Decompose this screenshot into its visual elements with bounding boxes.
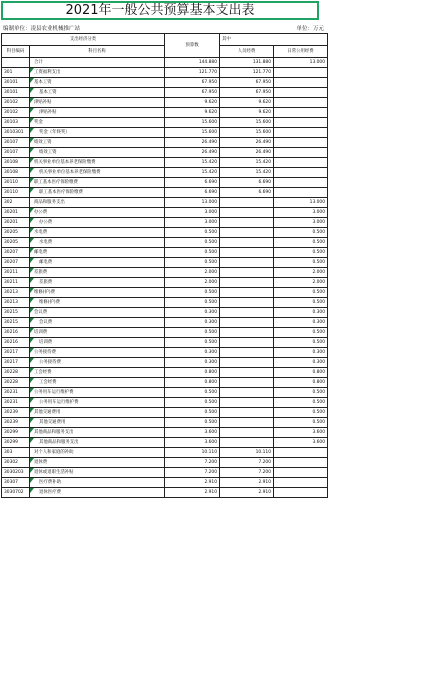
cell-name: 商品和服务支出 xyxy=(30,198,165,208)
cell-name: 合计 xyxy=(30,58,165,68)
cell-public: 0.500 xyxy=(274,258,328,268)
cell-personnel: 10.110 xyxy=(220,448,274,458)
cell-budget: 0.500 xyxy=(165,388,220,398)
cell-personnel xyxy=(220,418,274,428)
cell-public xyxy=(274,468,328,478)
cell-public xyxy=(274,68,328,78)
cell-public: 0.500 xyxy=(274,408,328,418)
cell-code: 30217 xyxy=(2,358,30,368)
cell-code: 30101 xyxy=(2,78,30,88)
cell-code: 3010301 xyxy=(2,128,30,138)
cell-public: 0.500 xyxy=(274,228,328,238)
cell-name: 公务用车运行维护费 xyxy=(30,388,165,398)
cell-budget: 121.770 xyxy=(165,68,220,78)
table-row xyxy=(2,268,328,278)
cell-public: 0.500 xyxy=(274,298,328,308)
cell-public xyxy=(274,108,328,118)
table-row xyxy=(2,118,328,128)
cell-public xyxy=(274,98,328,108)
cell-personnel xyxy=(220,398,274,408)
cell-name: 邮电费 xyxy=(30,258,165,268)
table-row xyxy=(2,278,328,288)
table-row xyxy=(2,468,328,478)
cell-name: 培训费 xyxy=(30,338,165,348)
cell-code: 30108 xyxy=(2,168,30,178)
cell-budget: 0.500 xyxy=(165,338,220,348)
table-row xyxy=(2,228,328,238)
cell-personnel: 6.690 xyxy=(220,178,274,188)
table-row xyxy=(2,408,328,418)
table-row xyxy=(2,448,328,458)
cell-public xyxy=(274,148,328,158)
cell-code: 30207 xyxy=(2,258,30,268)
cell-code: 30102 xyxy=(2,108,30,118)
table-row xyxy=(2,368,328,378)
cell-budget: 7.200 xyxy=(165,458,220,468)
cell-personnel xyxy=(220,248,274,258)
cell-name: 其他商品和服务支出 xyxy=(30,428,165,438)
cell-public xyxy=(274,448,328,458)
table-row xyxy=(2,458,328,468)
header-name: 科目名称 xyxy=(30,46,165,58)
cell-name: 公务用车运行维护费 xyxy=(30,398,165,408)
cell-name: 公务接待费 xyxy=(30,358,165,368)
cell-budget: 0.300 xyxy=(165,358,220,368)
cell-personnel xyxy=(220,328,274,338)
cell-name: 培训费 xyxy=(30,328,165,338)
cell-budget: 0.800 xyxy=(165,368,220,378)
cell-budget: 3.600 xyxy=(165,428,220,438)
table-row xyxy=(2,328,328,338)
cell-budget: 15.600 xyxy=(165,118,220,128)
cell-name: 公务接待费 xyxy=(30,348,165,358)
cell-public: 0.300 xyxy=(274,358,328,368)
cell-code: 30103 xyxy=(2,118,30,128)
cell-budget: 9.620 xyxy=(165,108,220,118)
cell-budget: 0.500 xyxy=(165,258,220,268)
cell-budget: 15.420 xyxy=(165,168,220,178)
cell-budget: 0.500 xyxy=(165,298,220,308)
table-row xyxy=(2,58,328,68)
cell-personnel xyxy=(220,308,274,318)
header-of-which: 其中 xyxy=(220,34,328,46)
cell-personnel: 9.620 xyxy=(220,108,274,118)
cell-name: 工资福利支出 xyxy=(30,68,165,78)
cell-budget: 0.500 xyxy=(165,228,220,238)
cell-code: 30201 xyxy=(2,218,30,228)
cell-personnel: 15.600 xyxy=(220,128,274,138)
cell-public: 0.300 xyxy=(274,318,328,328)
cell-budget: 15.420 xyxy=(165,158,220,168)
cell-name: 会议费 xyxy=(30,308,165,318)
cell-name: 差旅费 xyxy=(30,268,165,278)
cell-code: 30211 xyxy=(2,278,30,288)
cell-budget: 0.800 xyxy=(165,378,220,388)
cell-budget: 2.000 xyxy=(165,278,220,288)
cell-code: 302 xyxy=(2,198,30,208)
cell-name: 其他交通费用 xyxy=(30,408,165,418)
budget-table xyxy=(1,33,328,498)
cell-budget: 2.000 xyxy=(165,268,220,278)
cell-public: 3.000 xyxy=(274,208,328,218)
cell-public xyxy=(274,118,328,128)
cell-code xyxy=(2,58,30,68)
cell-personnel xyxy=(220,358,274,368)
cell-code: 303 xyxy=(2,448,30,458)
table-row xyxy=(2,488,328,498)
cell-budget: 67.950 xyxy=(165,88,220,98)
cell-name: 职工基本医疗保险缴费 xyxy=(30,178,165,188)
cell-name: 工会经费 xyxy=(30,368,165,378)
cell-public: 0.500 xyxy=(274,418,328,428)
cell-public xyxy=(274,178,328,188)
cell-code: 30107 xyxy=(2,138,30,148)
table-row xyxy=(2,158,328,168)
table-row xyxy=(2,238,328,248)
cell-public: 13.000 xyxy=(274,58,328,68)
cell-code: 30217 xyxy=(2,348,30,358)
cell-public xyxy=(274,78,328,88)
table-row xyxy=(2,68,328,78)
cell-public: 2.000 xyxy=(274,268,328,278)
cell-public: 3.600 xyxy=(274,428,328,438)
cell-code: 30213 xyxy=(2,298,30,308)
table-row xyxy=(2,318,328,328)
table-row xyxy=(2,208,328,218)
cell-name: 绩效工资 xyxy=(30,148,165,158)
cell-personnel xyxy=(220,198,274,208)
header-row-1 xyxy=(2,34,328,46)
cell-public: 0.500 xyxy=(274,288,328,298)
cell-personnel: 7.200 xyxy=(220,458,274,468)
cell-name: 其他交通费用 xyxy=(30,418,165,428)
cell-personnel: 6.690 xyxy=(220,188,274,198)
cell-name: 机关事业单位基本养老保险缴费 xyxy=(30,168,165,178)
cell-public: 0.300 xyxy=(274,308,328,318)
table-row xyxy=(2,178,328,188)
cell-personnel xyxy=(220,428,274,438)
table-row xyxy=(2,438,328,448)
table-row xyxy=(2,248,328,258)
cell-public: 3.000 xyxy=(274,218,328,228)
cell-public: 0.500 xyxy=(274,388,328,398)
cell-code: 30215 xyxy=(2,308,30,318)
table-row xyxy=(2,168,328,178)
header-personnel: 人员经费 xyxy=(220,46,274,58)
header-subject: 支出经济分类 xyxy=(2,34,165,46)
cell-code: 30110 xyxy=(2,178,30,188)
cell-personnel: 131.880 xyxy=(220,58,274,68)
cell-personnel: 7.200 xyxy=(220,468,274,478)
table-row xyxy=(2,378,328,388)
cell-code: 30213 xyxy=(2,288,30,298)
cell-budget: 0.500 xyxy=(165,398,220,408)
cell-code: 30216 xyxy=(2,328,30,338)
table-row xyxy=(2,78,328,88)
cell-code: 30205 xyxy=(2,228,30,238)
cell-code: 30299 xyxy=(2,428,30,438)
cell-personnel xyxy=(220,368,274,378)
cell-budget: 7.200 xyxy=(165,468,220,478)
page-title: 2021年一般公共预算基本支出表 xyxy=(1,1,319,20)
cell-public: 0.800 xyxy=(274,368,328,378)
cell-code: 30231 xyxy=(2,398,30,408)
cell-public: 0.300 xyxy=(274,348,328,358)
cell-budget: 26.490 xyxy=(165,138,220,148)
cell-personnel xyxy=(220,388,274,398)
cell-public xyxy=(274,488,328,498)
cell-name: 差旅费 xyxy=(30,278,165,288)
cell-code: 30228 xyxy=(2,368,30,378)
cell-budget: 3.000 xyxy=(165,218,220,228)
cell-code: 30299 xyxy=(2,438,30,448)
cell-code: 30228 xyxy=(2,378,30,388)
cell-personnel: 15.600 xyxy=(220,118,274,128)
table-row xyxy=(2,188,328,198)
table-row xyxy=(2,358,328,368)
table-row xyxy=(2,418,328,428)
cell-name: 邮电费 xyxy=(30,248,165,258)
cell-personnel xyxy=(220,208,274,218)
cell-public: 0.500 xyxy=(274,248,328,258)
cell-public xyxy=(274,158,328,168)
table-row xyxy=(2,258,328,268)
cell-name: 基本工资 xyxy=(30,78,165,88)
cell-code: 30307 xyxy=(2,478,30,488)
cell-public: 0.500 xyxy=(274,398,328,408)
cell-public: 0.800 xyxy=(274,378,328,388)
cell-name: 退休医疗费 xyxy=(30,488,165,498)
cell-code: 301 xyxy=(2,68,30,78)
cell-budget: 0.500 xyxy=(165,248,220,258)
cell-budget: 9.620 xyxy=(165,98,220,108)
table-row xyxy=(2,398,328,408)
cell-name: 维修(护)费 xyxy=(30,298,165,308)
cell-personnel xyxy=(220,218,274,228)
cell-budget: 0.300 xyxy=(165,348,220,358)
cell-name: 基本工资 xyxy=(30,88,165,98)
cell-personnel xyxy=(220,278,274,288)
cell-budget: 0.500 xyxy=(165,408,220,418)
table-row xyxy=(2,148,328,158)
cell-name: 办公费 xyxy=(30,218,165,228)
cell-name: 退休费 xyxy=(30,458,165,468)
cell-code: 30108 xyxy=(2,158,30,168)
table-row xyxy=(2,428,328,438)
cell-code: 30239 xyxy=(2,408,30,418)
cell-code: 30102 xyxy=(2,98,30,108)
cell-code: 30211 xyxy=(2,268,30,278)
cell-budget: 13.000 xyxy=(165,198,220,208)
table-row xyxy=(2,298,328,308)
cell-personnel xyxy=(220,298,274,308)
cell-budget: 0.500 xyxy=(165,288,220,298)
cell-name: 绩效工资 xyxy=(30,138,165,148)
cell-personnel: 9.620 xyxy=(220,98,274,108)
table-row xyxy=(2,138,328,148)
cell-budget: 0.500 xyxy=(165,418,220,428)
cell-name: 办公费 xyxy=(30,208,165,218)
cell-personnel: 2.910 xyxy=(220,478,274,488)
cell-personnel xyxy=(220,378,274,388)
table-row xyxy=(2,308,328,318)
cell-budget: 3.000 xyxy=(165,208,220,218)
table-row xyxy=(2,88,328,98)
cell-name: 水电费 xyxy=(30,238,165,248)
cell-code: 30239 xyxy=(2,418,30,428)
cell-public xyxy=(274,168,328,178)
cell-code: 30216 xyxy=(2,338,30,348)
cell-budget: 2.910 xyxy=(165,478,220,488)
cell-budget: 6.690 xyxy=(165,178,220,188)
cell-name: 奖金（年终奖） xyxy=(30,128,165,138)
cell-budget: 15.600 xyxy=(165,128,220,138)
cell-personnel xyxy=(220,348,274,358)
cell-name: 津贴补贴 xyxy=(30,108,165,118)
cell-public xyxy=(274,138,328,148)
cell-personnel: 26.490 xyxy=(220,138,274,148)
cell-budget: 0.500 xyxy=(165,328,220,338)
cell-personnel xyxy=(220,258,274,268)
cell-budget: 0.300 xyxy=(165,308,220,318)
cell-budget: 0.300 xyxy=(165,318,220,328)
cell-code: 3030203 xyxy=(2,468,30,478)
cell-name: 医疗费补助 xyxy=(30,478,165,488)
cell-personnel: 15.420 xyxy=(220,158,274,168)
cell-code: 30207 xyxy=(2,248,30,258)
cell-personnel xyxy=(220,318,274,328)
table-row xyxy=(2,108,328,118)
table-row xyxy=(2,128,328,138)
cell-personnel xyxy=(220,268,274,278)
table-row xyxy=(2,348,328,358)
table-row xyxy=(2,198,328,208)
cell-budget: 144.880 xyxy=(165,58,220,68)
cell-name: 对个人和家庭的补助 xyxy=(30,448,165,458)
cell-code: 30107 xyxy=(2,148,30,158)
cell-personnel xyxy=(220,288,274,298)
cell-public: 3.600 xyxy=(274,438,328,448)
cell-code: 30205 xyxy=(2,238,30,248)
cell-budget: 2.910 xyxy=(165,488,220,498)
cell-name: 工会经费 xyxy=(30,378,165,388)
cell-public xyxy=(274,88,328,98)
table-row xyxy=(2,388,328,398)
cell-personnel: 26.490 xyxy=(220,148,274,158)
cell-public: 0.500 xyxy=(274,338,328,348)
currency-unit: 单位：万元 xyxy=(296,26,324,32)
cell-name: 津贴补贴 xyxy=(30,98,165,108)
cell-code: 3030702 xyxy=(2,488,30,498)
cell-personnel: 121.770 xyxy=(220,68,274,78)
cell-name: 其他商品和服务支出 xyxy=(30,438,165,448)
cell-personnel xyxy=(220,228,274,238)
cell-personnel xyxy=(220,338,274,348)
cell-personnel: 2.910 xyxy=(220,488,274,498)
cell-public: 2.000 xyxy=(274,278,328,288)
cell-personnel xyxy=(220,408,274,418)
cell-personnel: 15.420 xyxy=(220,168,274,178)
cell-name: 奖金 xyxy=(30,118,165,128)
table-row xyxy=(2,288,328,298)
cell-public: 0.500 xyxy=(274,328,328,338)
cell-code: 30201 xyxy=(2,208,30,218)
cell-personnel: 67.950 xyxy=(220,88,274,98)
cell-budget: 26.490 xyxy=(165,148,220,158)
cell-budget: 3.600 xyxy=(165,438,220,448)
cell-budget: 6.690 xyxy=(165,188,220,198)
header-budget: 预算数 xyxy=(165,34,220,58)
cell-public xyxy=(274,458,328,468)
cell-code: 30215 xyxy=(2,318,30,328)
compiling-unit: 编制单位：凌县农业机械推广站 xyxy=(3,26,81,32)
cell-name: 会议费 xyxy=(30,318,165,328)
cell-budget: 0.500 xyxy=(165,238,220,248)
cell-public: 0.500 xyxy=(274,238,328,248)
cell-name: 职工基本医疗保险缴费 xyxy=(30,188,165,198)
cell-name: 维修(护)费 xyxy=(30,288,165,298)
header-code: 科目编码 xyxy=(2,46,30,58)
cell-name: 机关事业单位基本养老保险缴费 xyxy=(30,158,165,168)
cell-public xyxy=(274,478,328,488)
cell-public xyxy=(274,188,328,198)
cell-budget: 10.110 xyxy=(165,448,220,458)
cell-name: 水电费 xyxy=(30,228,165,238)
cell-code: 30302 xyxy=(2,458,30,468)
cell-code: 30101 xyxy=(2,88,30,98)
cell-personnel: 67.950 xyxy=(220,78,274,88)
cell-personnel xyxy=(220,438,274,448)
header-public: 日常公用经费 xyxy=(274,46,328,58)
cell-personnel xyxy=(220,238,274,248)
cell-budget: 67.950 xyxy=(165,78,220,88)
cell-name: 退休或退职生活补贴 xyxy=(30,468,165,478)
table-row xyxy=(2,98,328,108)
cell-public xyxy=(274,128,328,138)
cell-code: 30110 xyxy=(2,188,30,198)
cell-code: 30231 xyxy=(2,388,30,398)
cell-public: 13.000 xyxy=(274,198,328,208)
table-row xyxy=(2,478,328,488)
table-row xyxy=(2,218,328,228)
table-row xyxy=(2,338,328,348)
